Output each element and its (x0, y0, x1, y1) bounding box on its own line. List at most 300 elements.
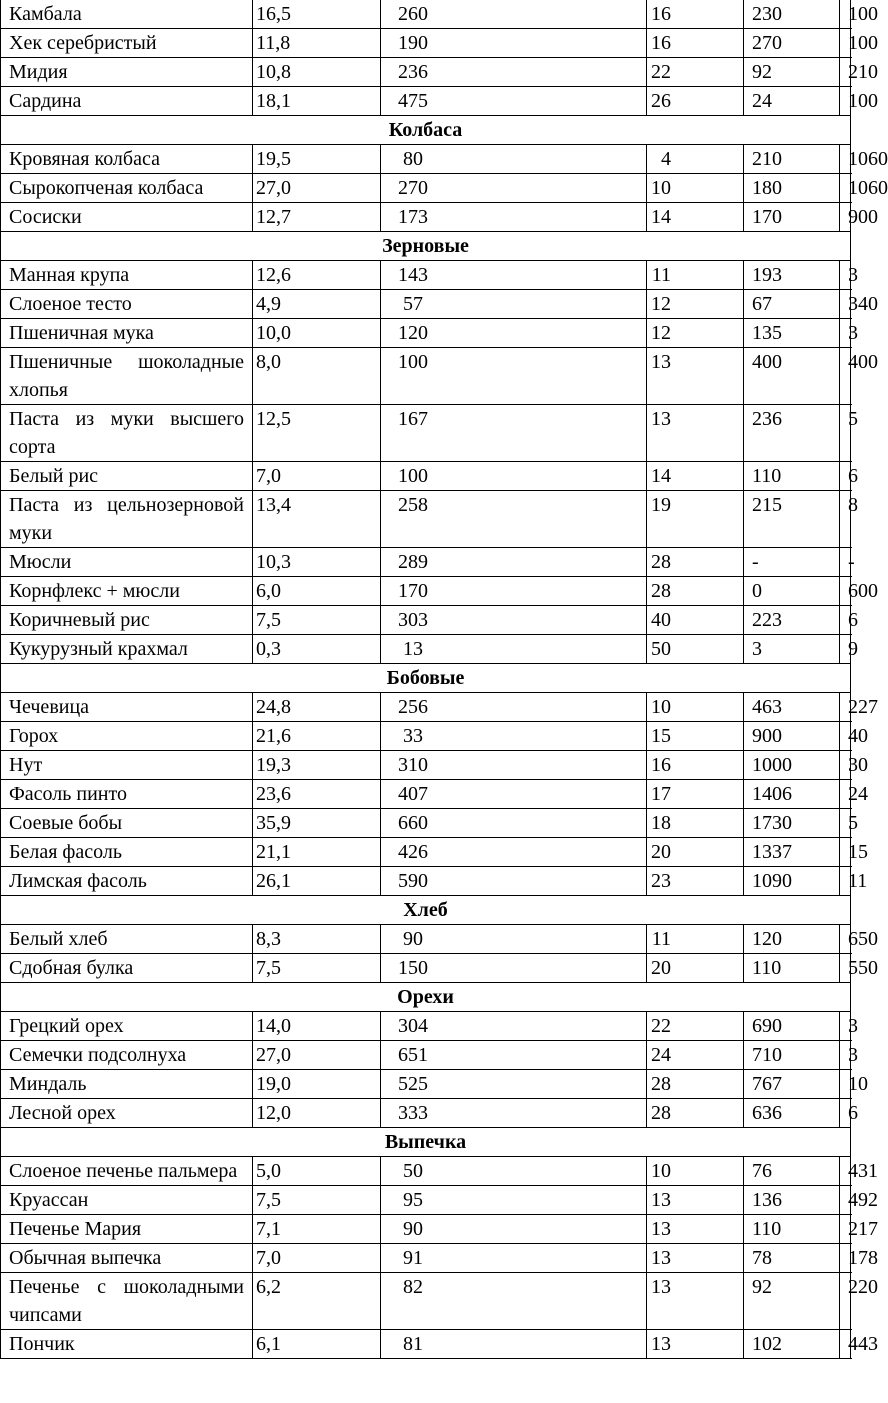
value-cell-3: 28 (647, 548, 744, 577)
section-header-row (1, 983, 851, 1012)
section-title: Зерновые (1, 232, 851, 261)
value-cell-5: 650 (840, 925, 851, 954)
value-cell-4: 120 (744, 925, 840, 954)
table-row (1, 1041, 851, 1070)
product-name-cell: Лесной орех (1, 1099, 253, 1128)
table-row (1, 1070, 851, 1099)
value-cell-4: 136 (744, 1186, 840, 1215)
table-row (1, 261, 851, 290)
value-cell-3: 50 (647, 635, 744, 664)
value-cell-5: 3 (840, 261, 851, 290)
value-2-text: 236 (398, 61, 428, 83)
value-2-text: 90 (403, 1218, 423, 1240)
value-cell-3: 22 (647, 1012, 744, 1041)
value-cell-1: 0,3 (253, 635, 381, 664)
value-cell-2 (381, 722, 647, 751)
table-row (1, 548, 851, 577)
section-title: Хлеб (1, 896, 851, 925)
value-cell-3: 10 (647, 693, 744, 722)
value-cell-4: 1406 (744, 780, 840, 809)
value-cell-5: 40 (840, 722, 851, 751)
value-cell-4: 67 (744, 290, 840, 319)
value-2-text: 57 (403, 293, 423, 315)
value-cell-3: 13 (647, 405, 744, 462)
table-row (1, 925, 851, 954)
value-cell-5: - (840, 548, 851, 577)
value-cell-3: 13 (647, 1186, 744, 1215)
table-row (1, 319, 851, 348)
table-row (1, 1215, 851, 1244)
product-name-cell: Мидия (1, 58, 253, 87)
value-2-text: 270 (398, 177, 428, 199)
value-cell-5: 6 (840, 606, 851, 635)
product-name-cell: Грецкий орех (1, 1012, 253, 1041)
value-cell-3: 10 (647, 174, 744, 203)
value-cell-5: 10 (840, 1070, 851, 1099)
value-2-text: 260 (398, 3, 428, 25)
value-cell-5: 217 (840, 1215, 851, 1244)
value-cell-4: 102 (744, 1330, 840, 1359)
value-cell-2 (381, 809, 647, 838)
value-cell-2 (381, 606, 647, 635)
value-2-text: 90 (403, 928, 423, 950)
value-2-text: 81 (403, 1333, 423, 1355)
value-cell-2 (381, 58, 647, 87)
value-2-text: 170 (398, 580, 428, 602)
value-cell-5: 8 (840, 491, 851, 548)
product-name-cell: Круассан (1, 1186, 253, 1215)
product-name-cell: Коричневый рис (1, 606, 253, 635)
value-cell-2 (381, 174, 647, 203)
product-name-cell: Манная крупа (1, 261, 253, 290)
value-cell-4: 1337 (744, 838, 840, 867)
section-title: Выпечка (1, 1128, 851, 1157)
value-cell-3: 16 (647, 0, 744, 29)
value-cell-4: 270 (744, 29, 840, 58)
value-cell-1: 12,5 (253, 405, 381, 462)
value-cell-5: 24 (840, 780, 851, 809)
value-cell-1: 14,0 (253, 1012, 381, 1041)
value-cell-1: 13,4 (253, 491, 381, 548)
product-name-cell: Белая фасоль (1, 838, 253, 867)
value-cell-3: 13 (647, 1244, 744, 1273)
value-cell-5: 492 (840, 1186, 851, 1215)
value-cell-2 (381, 0, 647, 29)
table-row (1, 1099, 851, 1128)
value-2-text: 100 (398, 351, 428, 373)
product-name-cell: Обычная выпечка (1, 1244, 253, 1273)
value-2-text: 426 (398, 841, 428, 863)
value-cell-2 (381, 491, 647, 548)
table-row (1, 954, 851, 983)
value-cell-3: 40 (647, 606, 744, 635)
product-name-cell: Нут (1, 751, 253, 780)
value-cell-1: 8,3 (253, 925, 381, 954)
table-row (1, 693, 851, 722)
value-cell-4: 92 (744, 58, 840, 87)
value-cell-1: 6,2 (253, 1273, 381, 1330)
value-cell-4: 1730 (744, 809, 840, 838)
product-name-cell: Семечки подсолнуха (1, 1041, 253, 1070)
value-cell-1: 27,0 (253, 174, 381, 203)
value-cell-3: 11 (647, 925, 744, 954)
value-2-text: 256 (398, 696, 428, 718)
table-row (1, 867, 851, 896)
value-cell-2 (381, 1012, 647, 1041)
value-cell-4: 110 (744, 1215, 840, 1244)
product-name-cell: Печенье Мария (1, 1215, 253, 1244)
value-cell-3: 14 (647, 203, 744, 232)
value-cell-2 (381, 319, 647, 348)
section-header-row (1, 664, 851, 693)
product-name-cell: Миндаль (1, 1070, 253, 1099)
value-2-text: 80 (403, 148, 423, 170)
value-cell-5: 210 (840, 58, 851, 87)
value-2-text: 590 (398, 870, 428, 892)
value-cell-1: 26,1 (253, 867, 381, 896)
value-2-text: 91 (403, 1247, 423, 1269)
value-cell-5: 11 (840, 867, 851, 896)
value-cell-5: 340 (840, 290, 851, 319)
value-2-text: 95 (403, 1189, 423, 1211)
product-name-cell: Фасоль пинто (1, 780, 253, 809)
value-cell-4: 400 (744, 348, 840, 405)
section-header-row (1, 896, 851, 925)
table-row (1, 1273, 851, 1330)
value-cell-2 (381, 838, 647, 867)
product-name-cell: Горох (1, 722, 253, 751)
value-cell-5: 6 (840, 462, 851, 491)
value-cell-1: 7,1 (253, 1215, 381, 1244)
value-cell-4: 463 (744, 693, 840, 722)
value-cell-1: 10,0 (253, 319, 381, 348)
table-row (1, 780, 851, 809)
table-row (1, 1012, 851, 1041)
table-row (1, 838, 851, 867)
product-name-cell: Сдобная булка (1, 954, 253, 983)
table-row (1, 577, 851, 606)
value-cell-3: 23 (647, 867, 744, 896)
value-cell-1: 16,5 (253, 0, 381, 29)
value-cell-2 (381, 290, 647, 319)
value-cell-2 (381, 1186, 647, 1215)
value-cell-1: 19,0 (253, 1070, 381, 1099)
value-cell-4: 900 (744, 722, 840, 751)
section-header-row (1, 116, 851, 145)
value-cell-5: 400 (840, 348, 851, 405)
table-row (1, 1157, 851, 1186)
value-2-text: 303 (398, 609, 428, 631)
value-cell-2 (381, 1273, 647, 1330)
value-cell-4: 0 (744, 577, 840, 606)
value-cell-4: 110 (744, 954, 840, 983)
value-2-text: 143 (398, 264, 428, 286)
value-cell-2 (381, 954, 647, 983)
value-cell-2 (381, 925, 647, 954)
value-cell-1: 21,6 (253, 722, 381, 751)
value-cell-4: 193 (744, 261, 840, 290)
value-cell-5: 220 (840, 1273, 851, 1330)
value-cell-2 (381, 203, 647, 232)
product-name-cell: Пшеничные шоколадные хлопья (1, 348, 253, 405)
value-2-text: 651 (398, 1044, 428, 1066)
product-name-cell: Камбала (1, 0, 253, 29)
table-row (1, 348, 851, 405)
value-cell-5: 5 (840, 809, 851, 838)
table-row (1, 809, 851, 838)
table-row (1, 606, 851, 635)
value-cell-5: 443 (840, 1330, 851, 1359)
value-cell-4: - (744, 548, 840, 577)
value-cell-3: 10 (647, 1157, 744, 1186)
section-title: Бобовые (1, 664, 851, 693)
value-cell-2 (381, 1070, 647, 1099)
value-cell-4: 180 (744, 174, 840, 203)
value-cell-1: 4,9 (253, 290, 381, 319)
value-2-text: 167 (398, 408, 428, 430)
value-cell-3: 28 (647, 577, 744, 606)
value-cell-4: 236 (744, 405, 840, 462)
value-cell-5: 100 (840, 0, 851, 29)
product-name-cell: Мюсли (1, 548, 253, 577)
table-row (1, 174, 851, 203)
product-name-cell: Слоеное тесто (1, 290, 253, 319)
value-cell-3: 19 (647, 491, 744, 548)
product-name-cell: Хек серебристый (1, 29, 253, 58)
table-row (1, 1186, 851, 1215)
value-cell-1: 5,0 (253, 1157, 381, 1186)
value-cell-3: 17 (647, 780, 744, 809)
product-name-cell: Печенье с шоколадными чипсами (1, 1273, 253, 1330)
value-cell-2 (381, 348, 647, 405)
value-cell-3: 16 (647, 29, 744, 58)
value-cell-4: 1090 (744, 867, 840, 896)
table-row (1, 751, 851, 780)
value-cell-1: 21,1 (253, 838, 381, 867)
table-row (1, 491, 851, 548)
value-cell-2 (381, 1330, 647, 1359)
value-cell-3: 26 (647, 87, 744, 116)
table-body (1, 0, 888, 1359)
value-cell-1: 12,7 (253, 203, 381, 232)
value-cell-5: 9 (840, 635, 851, 664)
value-cell-1: 7,0 (253, 1244, 381, 1273)
value-cell-3: 13 (647, 1273, 744, 1330)
value-cell-3: 4 (647, 145, 744, 174)
value-cell-4: 767 (744, 1070, 840, 1099)
value-cell-1: 19,3 (253, 751, 381, 780)
value-cell-1: 7,5 (253, 954, 381, 983)
value-cell-5: 3 (840, 319, 851, 348)
value-cell-4: 135 (744, 319, 840, 348)
value-cell-2 (381, 751, 647, 780)
value-cell-5: 550 (840, 954, 851, 983)
value-cell-2 (381, 635, 647, 664)
value-cell-2 (381, 1157, 647, 1186)
value-2-text: 407 (398, 783, 428, 805)
value-cell-1: 8,0 (253, 348, 381, 405)
value-2-text: 33 (403, 725, 423, 747)
value-cell-2 (381, 145, 647, 174)
product-name-cell: Паста из муки высшего сорта (1, 405, 253, 462)
value-2-text: 310 (398, 754, 428, 776)
value-cell-1: 12,6 (253, 261, 381, 290)
value-cell-4: 1000 (744, 751, 840, 780)
section-title: Колбаса (1, 116, 851, 145)
table-row (1, 58, 851, 87)
value-cell-1: 10,8 (253, 58, 381, 87)
value-cell-5: 100 (840, 87, 851, 116)
value-cell-3: 24 (647, 1041, 744, 1070)
product-name-cell: Сосиски (1, 203, 253, 232)
value-cell-3: 28 (647, 1070, 744, 1099)
product-name-cell: Лимская фасоль (1, 867, 253, 896)
value-cell-2 (381, 577, 647, 606)
value-cell-2 (381, 87, 647, 116)
table-row (1, 1330, 851, 1359)
table-row (1, 290, 851, 319)
value-2-text: 660 (398, 812, 428, 834)
section-header-row (1, 1128, 851, 1157)
value-2-text: 304 (398, 1015, 428, 1037)
product-name-cell: Кукурузный крахмал (1, 635, 253, 664)
value-cell-5: 227 (840, 693, 851, 722)
value-cell-5: 178 (840, 1244, 851, 1273)
table-row (1, 462, 851, 491)
table-row (1, 203, 851, 232)
value-cell-2 (381, 1215, 647, 1244)
value-cell-3: 16 (647, 751, 744, 780)
table-row (1, 1244, 851, 1273)
table-row (1, 635, 851, 664)
product-name-cell: Белый хлеб (1, 925, 253, 954)
value-cell-1: 7,5 (253, 606, 381, 635)
value-2-text: 100 (398, 465, 428, 487)
value-cell-3: 14 (647, 462, 744, 491)
product-name-cell: Пшеничная мука (1, 319, 253, 348)
value-2-text: 82 (403, 1276, 423, 1298)
value-cell-1: 35,9 (253, 809, 381, 838)
value-2-text: 475 (398, 90, 428, 112)
value-2-text: 50 (403, 1160, 423, 1182)
product-name-cell: Сардина (1, 87, 253, 116)
value-cell-1: 6,0 (253, 577, 381, 606)
table-row (1, 0, 851, 29)
value-cell-4: 24 (744, 87, 840, 116)
value-cell-1: 6,1 (253, 1330, 381, 1359)
value-cell-2 (381, 548, 647, 577)
value-cell-4: 230 (744, 0, 840, 29)
value-cell-5: 5 (840, 405, 851, 462)
product-name-cell: Кровяная колбаса (1, 145, 253, 174)
table-row (1, 145, 851, 174)
value-2-text: 13 (403, 638, 423, 660)
value-2-text: 120 (398, 322, 428, 344)
value-cell-3: 13 (647, 348, 744, 405)
product-name-cell: Корнфлекс + мюсли (1, 577, 253, 606)
value-cell-4: 170 (744, 203, 840, 232)
value-cell-3: 22 (647, 58, 744, 87)
value-2-text: 333 (398, 1102, 428, 1124)
value-cell-3: 20 (647, 838, 744, 867)
product-name-cell: Пончик (1, 1330, 253, 1359)
value-cell-1: 24,8 (253, 693, 381, 722)
value-cell-4: 710 (744, 1041, 840, 1070)
value-cell-2 (381, 1244, 647, 1273)
value-cell-2 (381, 1041, 647, 1070)
value-cell-1: 27,0 (253, 1041, 381, 1070)
value-cell-3: 11 (647, 261, 744, 290)
value-cell-3: 13 (647, 1215, 744, 1244)
value-cell-3: 12 (647, 290, 744, 319)
value-2-text: 258 (398, 494, 428, 516)
value-2-text: 525 (398, 1073, 428, 1095)
value-cell-1: 19,5 (253, 145, 381, 174)
product-name-cell: Чечевица (1, 693, 253, 722)
value-cell-3: 15 (647, 722, 744, 751)
value-cell-5: 1060 (840, 145, 851, 174)
value-cell-5: 600 (840, 577, 851, 606)
product-name-cell: Паста из цельнозерновой муки (1, 491, 253, 548)
value-cell-3: 20 (647, 954, 744, 983)
value-cell-1: 11,8 (253, 29, 381, 58)
section-header-row (1, 232, 851, 261)
value-cell-2 (381, 405, 647, 462)
value-cell-5: 30 (840, 751, 851, 780)
value-cell-4: 210 (744, 145, 840, 174)
value-cell-4: 690 (744, 1012, 840, 1041)
value-cell-4: 3 (744, 635, 840, 664)
value-cell-4: 76 (744, 1157, 840, 1186)
value-cell-2 (381, 462, 647, 491)
value-cell-4: 110 (744, 462, 840, 491)
value-cell-5: 900 (840, 203, 851, 232)
table-row (1, 405, 851, 462)
value-2-text: 150 (398, 957, 428, 979)
value-cell-2 (381, 29, 647, 58)
value-cell-3: 13 (647, 1330, 744, 1359)
value-cell-4: 78 (744, 1244, 840, 1273)
value-cell-4: 92 (744, 1273, 840, 1330)
value-cell-2 (381, 261, 647, 290)
value-cell-5: 1060 (840, 174, 851, 203)
value-cell-5: 3 (840, 1041, 851, 1070)
value-cell-3: 18 (647, 809, 744, 838)
product-name-cell: Сырокопченая колбаса (1, 174, 253, 203)
value-cell-5: 15 (840, 838, 851, 867)
value-cell-4: 223 (744, 606, 840, 635)
value-cell-5: 431 (840, 1157, 851, 1186)
value-cell-3: 28 (647, 1099, 744, 1128)
product-name-cell: Соевые бобы (1, 809, 253, 838)
value-cell-4: 215 (744, 491, 840, 548)
value-cell-1: 18,1 (253, 87, 381, 116)
value-cell-5: 6 (840, 1099, 851, 1128)
value-cell-5: 3 (840, 1012, 851, 1041)
value-cell-2 (381, 1099, 647, 1128)
value-cell-1: 7,0 (253, 462, 381, 491)
value-cell-1: 7,5 (253, 1186, 381, 1215)
value-cell-2 (381, 693, 647, 722)
value-cell-1: 10,3 (253, 548, 381, 577)
value-2-text: 173 (398, 206, 428, 228)
section-title: Орехи (1, 983, 851, 1012)
value-2-text: 289 (398, 551, 428, 573)
table-row (1, 722, 851, 751)
table-row (1, 29, 851, 58)
product-name-cell: Белый рис (1, 462, 253, 491)
product-name-cell: Слоеное печенье пальмера (1, 1157, 253, 1186)
